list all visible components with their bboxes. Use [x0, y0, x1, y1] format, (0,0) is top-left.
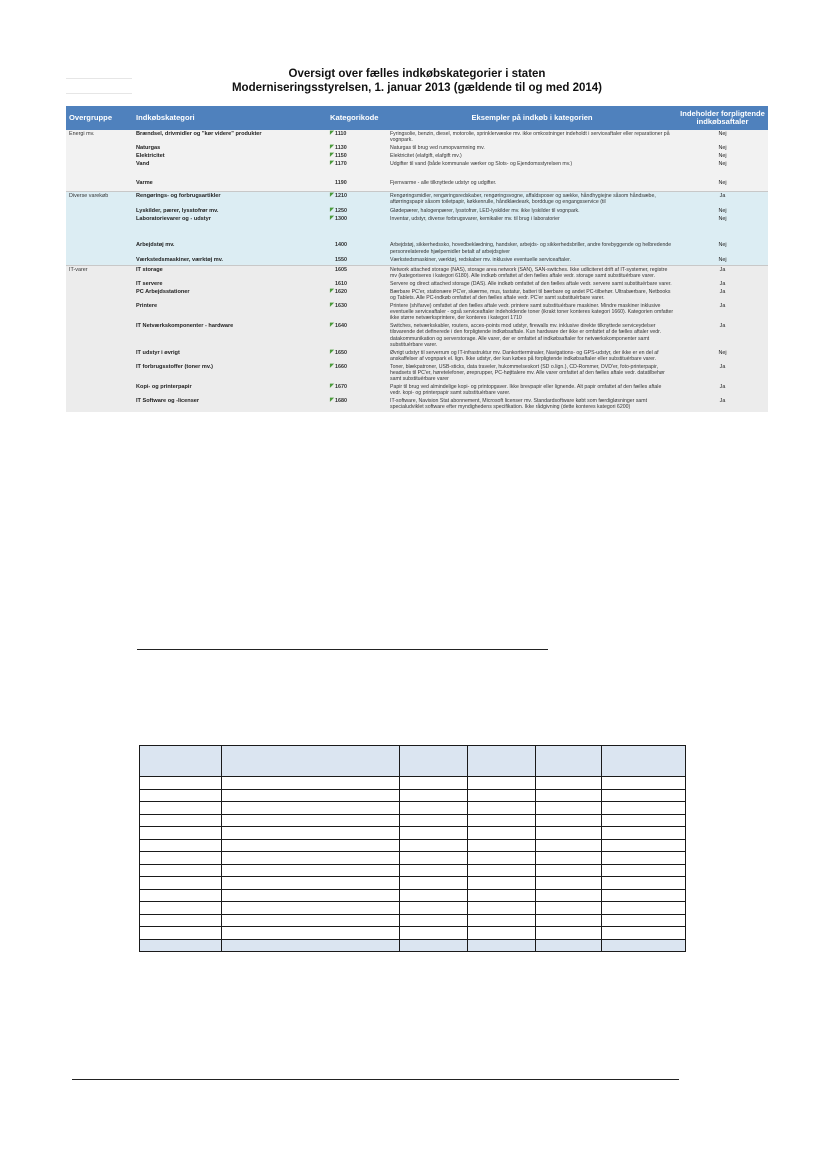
cell-category: Rengørings- og forbrugsartikler: [133, 192, 327, 208]
grid-cell: [222, 914, 400, 927]
comment-marker-icon: ◤: [330, 152, 334, 159]
cell-fpa: Nej: [677, 349, 768, 363]
grid-cell: [400, 914, 468, 927]
comment-marker-icon: ◤: [330, 160, 334, 167]
cell-group: [66, 280, 133, 288]
cell-code: [327, 130, 387, 144]
cell-category: IT servere: [133, 280, 327, 288]
code-value: 1150: [335, 153, 347, 160]
cell-code: [327, 152, 387, 160]
cell-examples: Fyringsolie, benzin, diesel, motorolie, sprinklervæske mv. ikke omkostninger indeholdt i serviceaftaler eller reparationer på vognpark.: [387, 130, 677, 144]
grid-cell: [536, 864, 602, 877]
cell-code: [327, 256, 387, 265]
cell-group: [66, 215, 133, 241]
cell-code: [327, 383, 387, 397]
cell-category: Kopi- og printerpapir: [133, 383, 327, 397]
code-value: 1630: [335, 303, 347, 310]
grid-cell: [602, 827, 686, 840]
code-value: 1660: [335, 363, 347, 370]
grid-cell: [536, 877, 602, 890]
cell-category: Vand: [133, 160, 327, 179]
cell-code: [327, 207, 387, 215]
cell-category: IT forbrugsstoffer (toner mv.): [133, 363, 327, 383]
table-row: [66, 302, 768, 322]
cell-group: [66, 241, 133, 256]
grid-cell: [536, 914, 602, 927]
col-header-group: Overgruppe: [66, 106, 133, 130]
table-row: [66, 160, 768, 179]
cell-fpa: Ja: [677, 302, 768, 322]
code-value: 1170: [335, 161, 347, 168]
cell-fpa: Ja: [677, 383, 768, 397]
comment-marker-icon: ◤: [330, 130, 334, 136]
cell-group: [66, 144, 133, 152]
grid-cell: [140, 864, 222, 877]
table-row: [66, 256, 768, 265]
cell-group: [66, 288, 133, 302]
grid-cell: [222, 852, 400, 865]
grid-row: [140, 864, 686, 877]
grid-cell: [400, 864, 468, 877]
code-value: 1110: [335, 131, 347, 137]
grid-header-row: [140, 746, 686, 777]
cell-examples: Udgifter til vand (både kommunale værker og Slots- og Ejendomsstyrelsen mv.): [387, 160, 677, 179]
cell-examples: Bærbare PC'er, stationære PC'er, skærme, mus, tastatur, batteri til bærbare og andet PC-tilbehør. Ultrabærbare, Netbooks og Tablets. Alle PC-indkøb omfattet af den fælles aftale vedr. PC'er samt substituérbare varer.: [387, 288, 677, 302]
empty-grid-table: [139, 745, 686, 952]
grid-cell: [222, 864, 400, 877]
cell-examples: Rengøringsmidler, rengøringsredskaber, rengøringsvogne, affaldsposer og sække, håndhygiejne såsom håndsæbe, aftørringspapir såsom toiletpapir, køkkenrulle, håndklædeark, bordduge og engangsservice (til: [387, 192, 677, 208]
grid-cell: [222, 939, 400, 951]
grid-cell: [222, 827, 400, 840]
cell-examples: Servere og direct attached storage (DAS). Alle indkøb omfattet af den fælles aftale vedr. servere samt substituérbare varer.: [387, 280, 677, 288]
grid-cell: [602, 877, 686, 890]
cell-group: [66, 207, 133, 215]
grid-cell: [602, 802, 686, 815]
cell-category: IT storage: [133, 265, 327, 280]
cell-code: [327, 363, 387, 383]
grid-cell: [468, 746, 536, 777]
cell-fpa: Ja: [677, 363, 768, 383]
cell-examples: Fjernvarme - alle tilknyttede udstyr og udgifter.: [387, 179, 677, 192]
comment-marker-icon: ◤: [330, 322, 334, 329]
table-row: [66, 179, 768, 192]
cell-group: [66, 349, 133, 363]
code-value: 1210: [335, 193, 347, 200]
grid-cell: [536, 802, 602, 815]
grid-cell: [602, 746, 686, 777]
grid-cell: [140, 777, 222, 790]
cell-code: [327, 215, 387, 241]
cell-code: [327, 322, 387, 348]
cell-code: [327, 397, 387, 411]
cell-group: [66, 160, 133, 179]
grid-cell: [536, 927, 602, 940]
grid-cell: [222, 902, 400, 915]
grid-cell: [222, 927, 400, 940]
code-value: 1250: [335, 208, 347, 215]
grid-cell: [140, 746, 222, 777]
grid-cell: [602, 914, 686, 927]
grid-cell: [468, 852, 536, 865]
grid-cell: [602, 864, 686, 877]
grid-cell: [400, 839, 468, 852]
grid-footer-row: [140, 939, 686, 951]
cell-fpa: Ja: [677, 192, 768, 208]
grid-cell: [222, 746, 400, 777]
code-value: 1550: [335, 257, 347, 264]
grid-row: [140, 927, 686, 940]
comment-marker-icon: ◤: [330, 207, 334, 214]
grid-cell: [140, 789, 222, 802]
cell-fpa: Nej: [677, 152, 768, 160]
grid-cell: [400, 902, 468, 915]
cell-category: Værkstedsmaskiner, værktøj mv.: [133, 256, 327, 265]
grid-cell: [602, 902, 686, 915]
cell-group: [66, 322, 133, 348]
cell-category: Laboratorievarer og - udstyr: [133, 215, 327, 241]
footer-rule: [72, 1079, 679, 1080]
cell-examples: Printere (sh/farve) omfattet af den fælles aftale vedr. printere samt substituérbare maskiner. Mindre maskiner inklusive eventuelle serviceaftaler - også serviceaftaler indeholdende toner (ikrakt toner konteres kategori 1660). Kategorien omfatter ikke større netværksprintere, der konteres i kategori 1710: [387, 302, 677, 322]
grid-cell: [536, 889, 602, 902]
cell-category: Arbejdstøj mv.: [133, 241, 327, 256]
grid-cell: [140, 839, 222, 852]
grid-cell: [400, 852, 468, 865]
grid-cell: [400, 777, 468, 790]
cell-fpa: Nej: [677, 215, 768, 241]
cell-category: Elektricitet: [133, 152, 327, 160]
cell-fpa: Nej: [677, 130, 768, 144]
cell-category: IT udstyr i øvrigt: [133, 349, 327, 363]
cell-fpa: Ja: [677, 288, 768, 302]
grid-cell: [602, 777, 686, 790]
grid-cell: [536, 789, 602, 802]
col-header-code: Kategorikode: [327, 106, 387, 130]
cell-code: [327, 280, 387, 288]
grid-cell: [468, 802, 536, 815]
cell-examples: Glødepærer, halogenpærer, lysstofrør, LED-lyskilder mv. ikke lyskilder til vognpark.: [387, 207, 677, 215]
cell-group: [66, 256, 133, 265]
grid-cell: [140, 877, 222, 890]
grid-cell: [400, 802, 468, 815]
col-header-fpa: Indeholder forpligtende indkøbsaftaler: [677, 106, 768, 130]
col-header-examples: Eksempler på indkøb i kategorien: [387, 106, 677, 130]
cell-examples: IT-software, Navision Stat abonnement, Microsoft licenser mv. Standardsoftware købt som færdigløsninger samt specialudviklet software efter myndighedens specifikation. Ikke rådgivning (dette konteres kategori 6200): [387, 397, 677, 411]
cell-code: [327, 160, 387, 179]
code-value: 1130: [335, 145, 347, 152]
grid-row: [140, 839, 686, 852]
table-row: [66, 130, 768, 144]
grid-cell: [468, 839, 536, 852]
table-row: [66, 152, 768, 160]
cell-group: [66, 302, 133, 322]
table-row: [66, 207, 768, 215]
cell-examples: Switches, netværkskabler, routers, acces-points mod udstyr, firewalls mv. inklusive direkte tilknyttede serviceydelser tilsvarende det definerede i den forpligtende indkøbsaftale. Kun hardware der ikke er omfattet af de fælles aftaler vedr. datakommunikation og serverstorage. Alle varer, der er omfattet af indkøbsaftaler for netværkskomponenter samt substituérbare varer.: [387, 322, 677, 348]
comment-marker-icon: ◤: [330, 192, 334, 199]
cell-group: [66, 152, 133, 160]
grid-row: [140, 852, 686, 865]
cell-category: IT Software og -licenser: [133, 397, 327, 411]
table-row: [66, 383, 768, 397]
grid-cell: [602, 839, 686, 852]
grid-cell: [468, 902, 536, 915]
cell-group: IT-varer: [66, 265, 133, 280]
cell-fpa: Ja: [677, 265, 768, 280]
cell-code: [327, 179, 387, 192]
table-row: [66, 241, 768, 256]
col-header-category: Indkøbskategori: [133, 106, 327, 130]
cell-examples: Naturgas til brug ved rumopvarmning mv.: [387, 144, 677, 152]
grid-cell: [222, 839, 400, 852]
code-value: 1300: [335, 216, 347, 223]
code-value: 1680: [335, 398, 347, 405]
cell-category: Naturgas: [133, 144, 327, 152]
grid-cell: [468, 914, 536, 927]
horizontal-rule: [137, 649, 548, 650]
cell-code: [327, 265, 387, 280]
cell-group: [66, 179, 133, 192]
grid-cell: [140, 802, 222, 815]
table-row: [66, 280, 768, 288]
grid-cell: [602, 852, 686, 865]
cell-category: PC Arbejdsstationer: [133, 288, 327, 302]
grid-cell: [140, 927, 222, 940]
cell-examples: Værkstedsmaskiner, værktøj, redskaber mv. inklusive eventuelle serviceaftaler.: [387, 256, 677, 265]
grid-cell: [222, 814, 400, 827]
grid-row: [140, 914, 686, 927]
grid-cell: [400, 939, 468, 951]
cell-fpa: Nej: [677, 207, 768, 215]
grid-row: [140, 827, 686, 840]
comment-marker-icon: ◤: [330, 287, 334, 294]
grid-cell: [536, 839, 602, 852]
grid-cell: [468, 939, 536, 951]
comment-marker-icon: ◤: [330, 302, 334, 309]
comment-marker-icon: ◤: [330, 397, 334, 404]
grid-cell: [536, 777, 602, 790]
grid-cell: [536, 827, 602, 840]
cell-category: Lyskilder, pærer, lysstofrør mv.: [133, 207, 327, 215]
cell-examples: Øvrigt udstyr til serverrum og IT-infrastruktur mv. Dankortterminaler, Navigations- og GPS-udstyr, der ikke er en del af anskaffelser af vognpark el. lign. Ikke udstyr, der kan købes på forpligtende indkøbsaftaler eller substituérbare varer.: [387, 349, 677, 363]
cell-group: [66, 363, 133, 383]
grid-cell: [536, 939, 602, 951]
grid-cell: [140, 939, 222, 951]
code-value: 1400: [335, 242, 347, 249]
comment-marker-icon: ◤: [330, 362, 334, 369]
cell-fpa: Nej: [677, 144, 768, 152]
grid-row: [140, 814, 686, 827]
grid-cell: [536, 746, 602, 777]
cell-code: [327, 241, 387, 256]
grid-cell: [536, 814, 602, 827]
cell-code: [327, 192, 387, 208]
grid-cell: [602, 889, 686, 902]
code-value: 1605: [335, 266, 347, 273]
grid-cell: [400, 789, 468, 802]
grid-cell: [140, 889, 222, 902]
grid-cell: [222, 802, 400, 815]
grid-cell: [536, 902, 602, 915]
grid-row: [140, 802, 686, 815]
code-value: 1640: [335, 323, 347, 330]
grid-cell: [140, 814, 222, 827]
cell-category: Varme: [133, 179, 327, 192]
cell-group: Diverse varekøb: [66, 192, 133, 208]
cell-examples: Papir til brug ved almindelige kopi- og printopgaver. Ikke brevpapir eller lignende. Alt papir omfattet af den fælles aftale vedr. kopi- og printerpapir samt substituérbare varer.: [387, 383, 677, 397]
cell-category: Brændsel, drivmidler og "kør videre" produkter: [133, 130, 327, 144]
table-row: [66, 192, 768, 208]
comment-marker-icon: ◤: [330, 215, 334, 222]
grid-cell: [140, 902, 222, 915]
grid-cell: [400, 927, 468, 940]
code-value: 1670: [335, 384, 347, 391]
grid-row: [140, 902, 686, 915]
grid-row: [140, 777, 686, 790]
document-subtitle: Moderniseringsstyrelsen, 1. januar 2013 (gældende til og med 2014): [231, 82, 603, 94]
cell-code: [327, 302, 387, 322]
cell-fpa: Nej: [677, 160, 768, 179]
comment-marker-icon: ◤: [330, 383, 334, 390]
grid-cell: [602, 814, 686, 827]
grid-cell: [468, 827, 536, 840]
cell-group: Energi mv.: [66, 130, 133, 144]
code-value: 1190: [335, 180, 347, 187]
grid-cell: [400, 877, 468, 890]
table-row: [66, 265, 768, 280]
grid-cell: [222, 789, 400, 802]
grid-cell: [602, 927, 686, 940]
grid-cell: [140, 852, 222, 865]
table-row: [66, 363, 768, 383]
grid-cell: [536, 852, 602, 865]
cell-examples: Arbejdstøj, sikkerhedssko, hovedbeklædning, handsker, arbejds- og sikkerhedsbriller, andre forebyggende og helbredende personrelaterede hjælpemidler betalt af arbejdsgiver: [387, 241, 677, 256]
cell-examples: Elektricitet (elafgift, elafgift mv.): [387, 152, 677, 160]
code-value: 1610: [335, 280, 347, 287]
grid-row: [140, 789, 686, 802]
grid-cell: [468, 927, 536, 940]
table-row: [66, 322, 768, 348]
cell-fpa: Ja: [677, 280, 768, 288]
code-value: 1620: [335, 288, 347, 295]
table-row: [66, 144, 768, 152]
grid-cell: [400, 746, 468, 777]
grid-cell: [602, 939, 686, 951]
document-title: Oversigt over fælles indkøbskategorier i staten: [288, 68, 546, 80]
grid-row: [140, 889, 686, 902]
cell-code: [327, 144, 387, 152]
cell-fpa: Ja: [677, 397, 768, 411]
cell-fpa: Ja: [677, 322, 768, 348]
cell-code: [327, 349, 387, 363]
grid-cell: [222, 889, 400, 902]
table-row: [66, 397, 768, 411]
category-table: [66, 106, 768, 412]
grid-cell: [222, 877, 400, 890]
grid-cell: [468, 777, 536, 790]
grid-cell: [468, 864, 536, 877]
cell-fpa: Nej: [677, 241, 768, 256]
grid-cell: [468, 877, 536, 890]
grid-cell: [602, 789, 686, 802]
cell-examples: Toner, blækpatroner, USB-sticks, data traveler, hukommelseskort (SD o.lign.), CD-Rommer, DVD'er, foto-printerpapir, headsets til PC'er, høretelefoner, øreprupper, PC-højttalere mv. Alle varer omfattet af den fælles aftale vedr. datatilbehør samt substituérbare varer: [387, 363, 677, 383]
code-value: 1650: [335, 349, 347, 356]
grid-row: [140, 877, 686, 890]
grid-cell: [222, 777, 400, 790]
grid-cell: [400, 889, 468, 902]
cell-examples: Inventar, udstyr, diverse forbrugsvarer, kemikalier mv. til brug i laboratorier: [387, 215, 677, 241]
cell-examples: Network attached storage (NAS), storage area network (SAN), SAN-switches. Ikke udliciteret drift af IT-systemer, registre mv (kategoriseres i kategori 6180). Alle indkøb omfattet af den fælles aftale vedr. storage samt substituérbare varer.: [387, 265, 677, 280]
grid-cell: [468, 889, 536, 902]
cell-category: Printere: [133, 302, 327, 322]
comment-marker-icon: ◤: [330, 144, 334, 151]
table-row: [66, 215, 768, 241]
cell-group: [66, 397, 133, 411]
grid-cell: [400, 814, 468, 827]
grid-cell: [140, 827, 222, 840]
grid-cell: [468, 814, 536, 827]
cell-fpa: Nej: [677, 179, 768, 192]
table-row: [66, 349, 768, 363]
table-header-row: [66, 106, 768, 130]
grid-cell: [140, 914, 222, 927]
cell-code: [327, 288, 387, 302]
table-row: [66, 288, 768, 302]
cell-category: IT Netværkskomponenter - hardware: [133, 322, 327, 348]
cell-group: [66, 383, 133, 397]
grid-cell: [468, 789, 536, 802]
comment-marker-icon: ◤: [330, 348, 334, 355]
cell-fpa: Nej: [677, 256, 768, 265]
grid-cell: [400, 827, 468, 840]
